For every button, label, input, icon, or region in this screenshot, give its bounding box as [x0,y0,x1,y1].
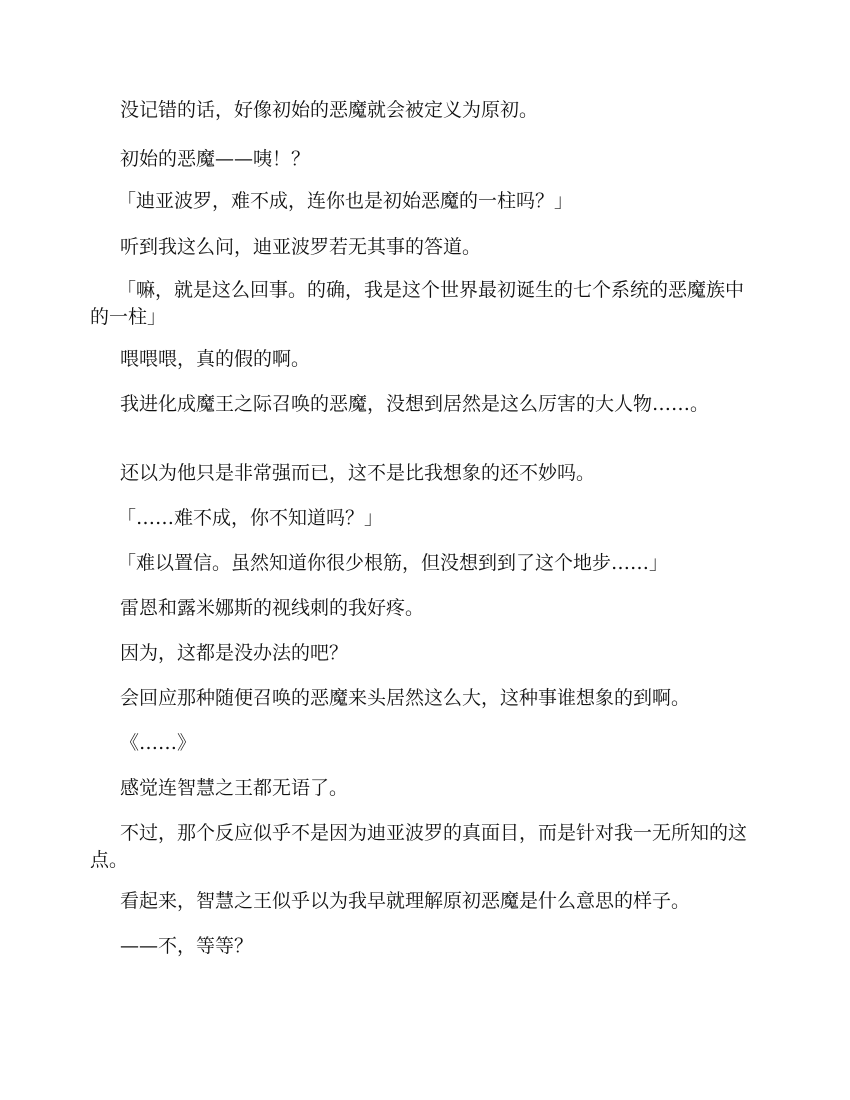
paragraph-7: 我进化成魔王之际召唤的恶魔，没想到居然是这么厉害的大人物……。 [120,393,710,415]
paragraph-17: 看起来，智慧之王似乎以为我早就理解原初恶魔是什么意思的样子。 [120,890,691,912]
paragraph-14: 《……》 [120,732,197,754]
paragraph-9: 「……难不成，你不知道吗？」 [117,507,384,529]
paragraph-10: 「难以置信。虽然知道你很少根筋，但没想到到了这个地步……」 [117,552,669,574]
paragraph-5: 「嘛，就是这么回事。的确，我是这个世界最初诞生的七个系统的恶魔族中的一柱」 [90,279,745,328]
paragraph-8: 还以为他只是非常强而已，这不是比我想象的还不妙吗。 [120,462,596,484]
paragraph-18: ——不，等等？ [120,935,254,957]
paragraph-4: 听到我这么问，迪亚波罗若无其事的答道。 [120,236,482,258]
paragraph-11: 雷恩和露米娜斯的视线刺的我好疼。 [120,597,425,619]
paragraph-3: 「迪亚波罗，难不成，连你也是初始恶魔的一柱吗？」 [117,190,574,212]
paragraph-13: 会回应那种随便召唤的恶魔来头居然这么大，这种事谁想象的到啊。 [120,687,691,709]
paragraph-16: 不过，那个反应似乎不是因为迪亚波罗的真面目，而是针对我一无所知的这点。 [90,822,748,871]
paragraph-15: 感觉连智慧之王都无语了。 [120,777,349,799]
paragraph-2: 初始的恶魔——咦！？ [120,148,311,170]
paragraph-1: 没记错的话，好像初始的恶魔就会被定义为原初。 [120,99,539,121]
paragraph-6: 喂喂喂，真的假的啊。 [120,348,311,370]
paragraph-12: 因为，这都是没办法的吧？ [120,642,349,664]
